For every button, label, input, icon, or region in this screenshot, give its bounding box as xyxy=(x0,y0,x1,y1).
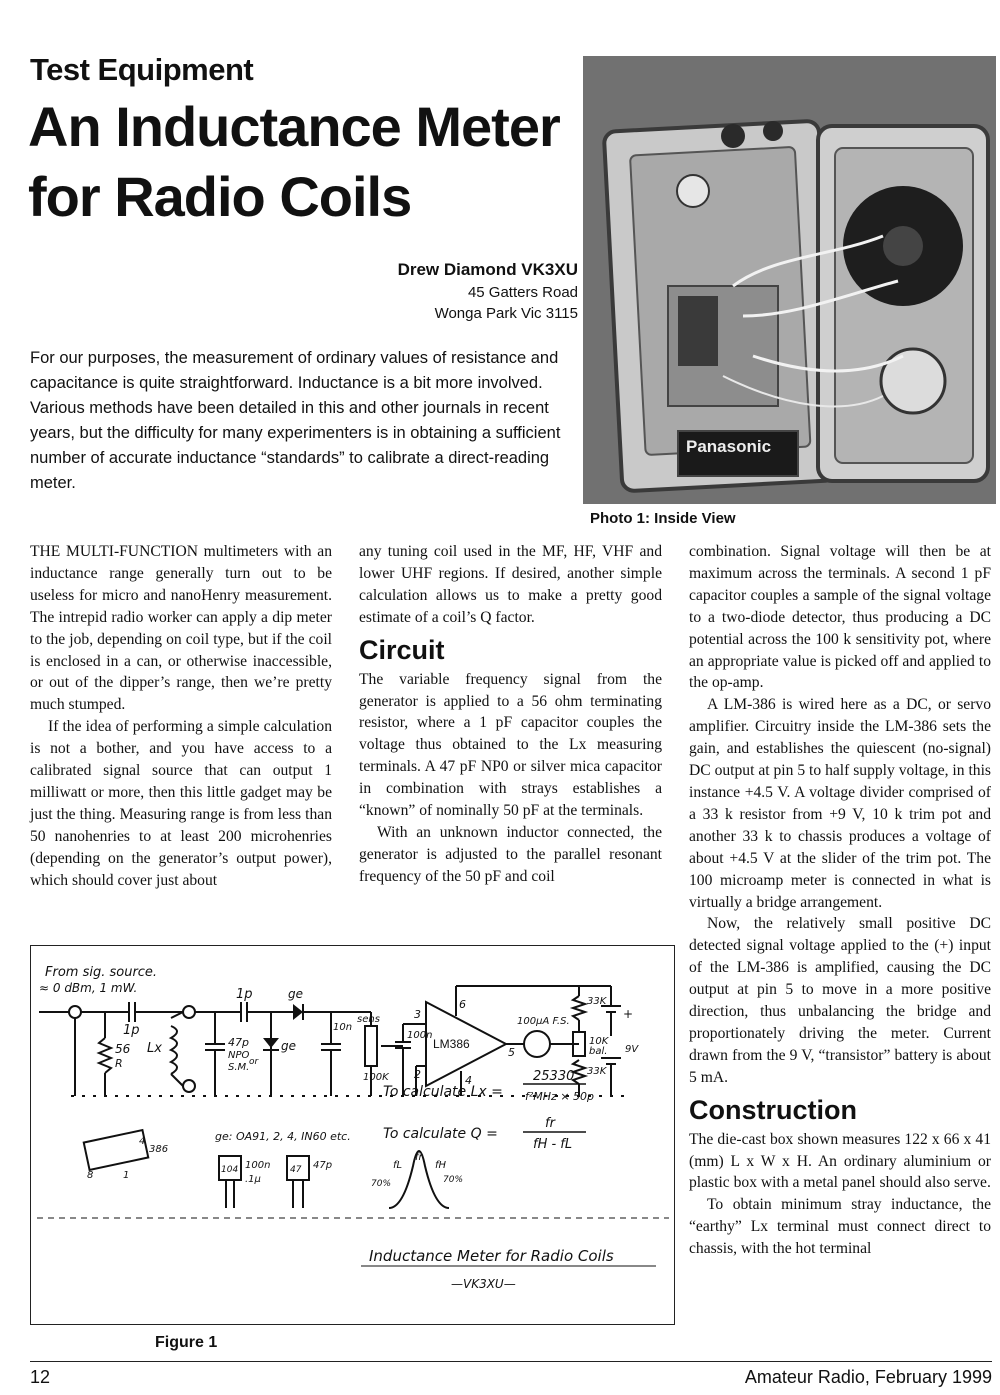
fig-calc-lx-denominator: f²MHz × 50p xyxy=(525,1090,595,1103)
column-1 xyxy=(30,541,332,892)
fig-battery-voltage: 9V xyxy=(625,1044,639,1055)
byline xyxy=(398,258,578,324)
fig-battery-plus: + xyxy=(623,1007,634,1021)
fig-cap-100n-line-1: 100n xyxy=(245,1160,271,1171)
fig-r33k-a: 33K xyxy=(587,996,607,1007)
address-line-1: 45 Gatters Road xyxy=(467,284,578,301)
fig-diode-top-label: ge xyxy=(288,987,303,1001)
fig-pin-6: 6 xyxy=(459,998,466,1011)
fig-curve-70-left: 70% xyxy=(371,1179,392,1189)
page-number: 12 xyxy=(30,1367,51,1387)
fig-title: Inductance Meter for Radio Coils xyxy=(369,1247,614,1265)
section-label: Test Equipment xyxy=(30,52,254,87)
fig-c47-line-3: or xyxy=(249,1057,259,1067)
fig-cap-100n-line-2: .1µ xyxy=(245,1174,261,1185)
col3-paragraph-4: The die-cast box shown measures 122 x 66 x 41 (mm) L x W x H. An ordinary aluminium or plastic box with a metal panel should also serve. xyxy=(689,1130,991,1192)
title-line-1: An Inductance Meter xyxy=(28,95,560,158)
photo-caption: Photo 1: Inside View xyxy=(590,510,736,527)
col1-paragraph-2: If the idea of performing a simple calculation is not a bother, and you have access to a calibrated signal source that can output 1 milliwatt or more, then this little gadget may be just the thing. Measuring range is from less than 50 nanohenries to at least 200 microhenries (depending on the generator’s output power), which should cover just about xyxy=(30,718,332,889)
fig-sens-label: sens xyxy=(357,1014,380,1025)
col3-paragraph-1: combination. Signal voltage will then be at maximum across the terminals. A second 1 pF capacitor couples a sample of the signal voltage to a two-diode detector, thus producing a DC potential across the 100 k sensitivity pot, where an appropriate value is picked off and applied to the op-amp. xyxy=(689,543,991,692)
fig-ge-types: ge: OA91, 2, 4, IN60 etc. xyxy=(215,1130,351,1143)
fig-cap-1p-a: 1p xyxy=(123,1023,140,1038)
intro-paragraph: For our purposes, the measurement of ordinary values of resistance and capacitance is quite straightforward. Inductance is a bit more involved. Various methods have been detailed in this and other journals in recent years, but the difficulty for many experimenters is in obtaining a sufficient number of accurate inductance “standards” to calibrate a direct-reading meter. xyxy=(30,349,561,492)
schematic-drawing xyxy=(31,946,676,1326)
col3-paragraph-5: To obtain minimum stray inductance, the “earthy” Lx terminal must connect direct to chassis, with the hot terminal xyxy=(689,1196,991,1258)
inside-view-photo xyxy=(583,56,996,504)
footer-rule xyxy=(30,1361,992,1362)
fig-c47-line-4: S.M. xyxy=(228,1062,250,1073)
fig-curve-70-right: 70% xyxy=(443,1175,464,1185)
col3-paragraph-2: A LM-386 is wired here as a DC, or servo amplifier. Circuitry inside the LM-386 sets the gain, and establishes the quiescent (no-signal) DC output at pin 5 to half supply voltage, in this instance +4.5 V. A voltage divider comprised of a 33 k resistor from +9 V, 10 k trim pot and another 33 k to chassis produces a voltage of about +4.5 V at the slider of the trim pot. The 100 microamp meter is connected in what is virtually a bridge arrangement. xyxy=(689,696,991,911)
fig-pin-5: 5 xyxy=(508,1046,515,1059)
fig-pin-4: 4 xyxy=(465,1074,472,1087)
fig-curve-fh: fH xyxy=(435,1160,447,1171)
col2-paragraph-1: any tuning coil used in the MF, HF, VHF and lower UHF regions. If desired, another simple calculation allows us to make a pretty good estimate of a coil’s Q factor. xyxy=(359,543,662,626)
fig-calc-q-label: To calculate Q = xyxy=(383,1126,498,1142)
column-2 xyxy=(359,541,662,888)
construction-heading: Construction xyxy=(689,1094,857,1125)
fig-meter-label: 100µA F.S. xyxy=(517,1016,570,1027)
fig-pkg-pin-1: 1 xyxy=(123,1170,130,1181)
fig-signature: —VK3XU— xyxy=(451,1277,516,1291)
fig-curve-fr: fr xyxy=(415,1152,423,1163)
col2-paragraph-3: With an unknown inductor connected, the generator is adjusted to the parallel resonant frequency of the 50 pF and coil xyxy=(359,823,662,885)
fig-source-line-1: From sig. source. xyxy=(45,965,158,980)
fig-pkg-386: 386 xyxy=(149,1144,169,1155)
fig-trim-bal: bal. xyxy=(589,1046,608,1057)
fig-pot-100k: 100K xyxy=(363,1072,389,1083)
title-line-2: for Radio Coils xyxy=(28,165,412,228)
fig-calc-q-denominator: fH - fL xyxy=(533,1137,573,1152)
fig-cap-47p: 47p xyxy=(313,1160,333,1171)
fig-calc-lx-label: To calculate Lx = xyxy=(383,1084,503,1100)
fig-r33k-b: 33K xyxy=(587,1066,607,1077)
fig-cap-100n: 100n xyxy=(407,1030,433,1041)
fig-pin-2: 2 xyxy=(414,1068,421,1081)
fig-cap-1p-b: 1p xyxy=(236,987,253,1002)
fig-ic-label: LM386 xyxy=(433,1037,470,1051)
article-title xyxy=(28,92,560,232)
fig-source-line-2: ≈ 0 dBm, 1 mW. xyxy=(39,981,138,995)
fig-calc-lx-numerator: 25330 xyxy=(533,1069,575,1084)
col3-paragraph-3: Now, the relatively small positive DC detected signal voltage applied to the (+) input of the LM-386 is amplified, causing the DC output at pin 5 to move in a more positive direction, thus unbalancing the bridge and proportionately driving the meter. Current drawn from the 9 V, “transistor” battery is about 5 mA. xyxy=(689,915,991,1086)
fig-diode-mid-label: ge xyxy=(281,1039,296,1053)
fig-cap-104: 104 xyxy=(221,1165,239,1175)
fig-pkg-pin-4: 4 xyxy=(139,1136,146,1147)
circuit-heading: Circuit xyxy=(359,634,445,665)
col2-paragraph-2: The variable frequency signal from the generator is applied to a 56 ohm terminating resistor, where a 1 pF capacitor couples the voltage thus obtained to the Lx measuring terminals. A 47 pF NP0 or silver mica capacitor in combination with strays establishes a “known” of nominally 50 pF at the terminals. xyxy=(359,670,662,820)
column-3 xyxy=(689,541,991,1260)
fig-r56-unit: R xyxy=(115,1057,123,1070)
fig-r56-value: 56 xyxy=(115,1042,131,1056)
fig-calc-q-numerator: fr xyxy=(545,1116,555,1131)
fig-pkg-pin-8: 8 xyxy=(87,1170,94,1181)
fig-pin-3: 3 xyxy=(414,1008,421,1021)
journal-footer: Amateur Radio, February 1999 xyxy=(744,1367,992,1387)
fig-lx-label: Lx xyxy=(147,1041,162,1056)
fig-c47-line-1: 47p xyxy=(228,1036,249,1049)
fig-cap-47: 47 xyxy=(290,1165,302,1175)
col1-paragraph-1: THE MULTI-FUNCTION multimeters with an inductance range generally turn out to be useless for micro and nanoHenry measurement. The intrepid radio worker can apply a dip meter to the job, depending on coil type, but if the coil is enclosed in a can, or otherwise inaccessible, or out of the dipper’s range, then we’re pretty much stumped. xyxy=(30,543,332,714)
fig-curve-fl: fL xyxy=(393,1160,403,1171)
figure-1-schematic xyxy=(30,945,675,1325)
fig-c47-line-2: NPO xyxy=(228,1050,250,1061)
fig-trim-10k: 10K xyxy=(589,1036,609,1047)
fig-cap-10n: 10n xyxy=(333,1022,353,1033)
photo-illustration xyxy=(583,56,996,504)
address-line-2: Wonga Park Vic 3115 xyxy=(434,305,578,322)
author-name: Drew Diamond VK3XU xyxy=(397,260,578,279)
battery-label: Panasonic xyxy=(686,437,772,456)
figure-caption: Figure 1 xyxy=(155,1334,218,1351)
